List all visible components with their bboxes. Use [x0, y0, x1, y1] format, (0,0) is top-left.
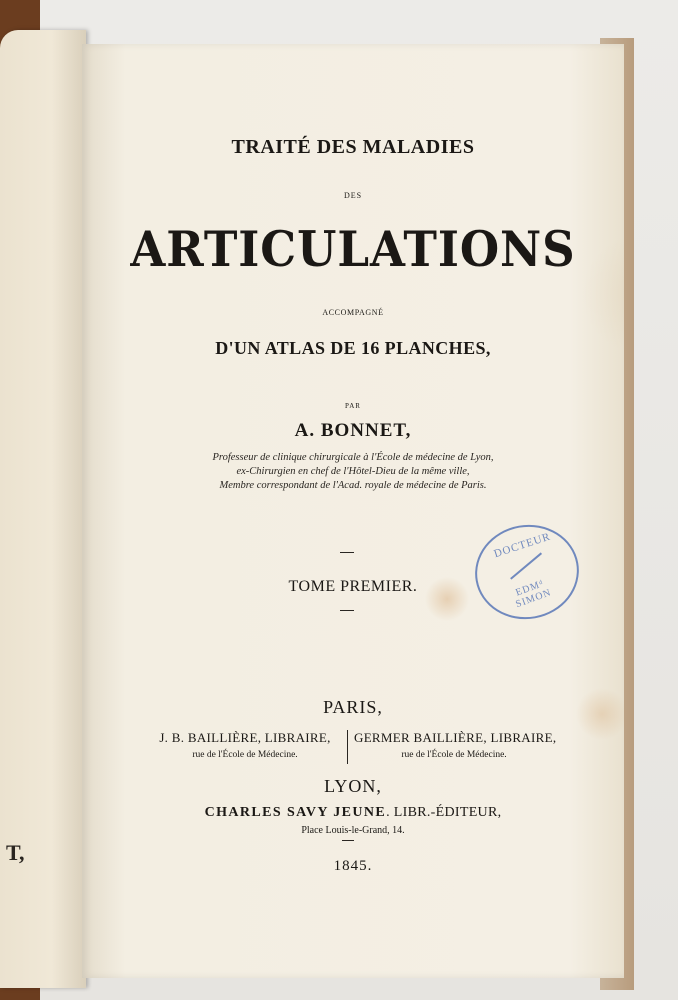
title-page — [82, 44, 624, 978]
divider-rule-top — [340, 552, 354, 553]
city-lyon: LYON, — [324, 776, 382, 796]
left-page-edge-text: T, — [6, 840, 25, 865]
publisher-right-name: GERMER BAILLIÈRE, LIBRAIRE, — [354, 730, 557, 745]
atlas-subtitle: D'UN ATLAS DE 16 PLANCHES, — [215, 338, 491, 358]
title-des: DES — [343, 191, 363, 200]
tome-label: TOME PREMIER. — [288, 578, 418, 595]
publisher-divider — [347, 730, 348, 764]
author-name: A. BONNET, — [294, 420, 412, 441]
author-credential-1: Professeur de clinique chirurgicale à l'École de médecine de Lyon, — [212, 452, 494, 463]
publisher-left-name: J. B. BAILLIÈRE, LIBRAIRE, — [159, 730, 331, 745]
stamp-line-2: EDMᵈ SIMON — [514, 578, 554, 611]
publication-year: 1845. — [333, 858, 373, 874]
par-label: PAR — [345, 402, 361, 410]
divider-rule-bottom — [340, 610, 354, 611]
title-line-1: TRAITÉ DES MALADIES — [231, 136, 475, 158]
savy-address: Place Louis-le-Grand, 14. — [301, 825, 405, 836]
author-credential-2: ex-Chirurgien en chef de l'Hôtel-Dieu de la même ville, — [236, 466, 470, 477]
stamp-line-1: DOCTEUR — [492, 530, 553, 561]
author-credential-3: Membre correspondant de l'Acad. royale de médecine de Paris. — [219, 480, 487, 491]
stamp-slash — [510, 552, 542, 579]
accompagne-label: ACCOMPAGNÉ — [322, 308, 384, 317]
city-paris: PARIS, — [323, 697, 383, 717]
main-title: ARTICULATIONS — [130, 220, 576, 278]
divider-rule-year — [342, 840, 354, 841]
publisher-left-address: rue de l'École de Médecine. — [192, 750, 298, 760]
savy-name: CHARLES SAVY JEUNE — [204, 805, 387, 820]
publisher-right-address: rue de l'École de Médecine. — [401, 750, 507, 760]
publisher-savy — [82, 805, 624, 821]
publisher-left — [150, 730, 340, 760]
publisher-right — [354, 730, 557, 760]
savy-role: . LIBR.-ÉDITEUR, — [386, 805, 502, 820]
